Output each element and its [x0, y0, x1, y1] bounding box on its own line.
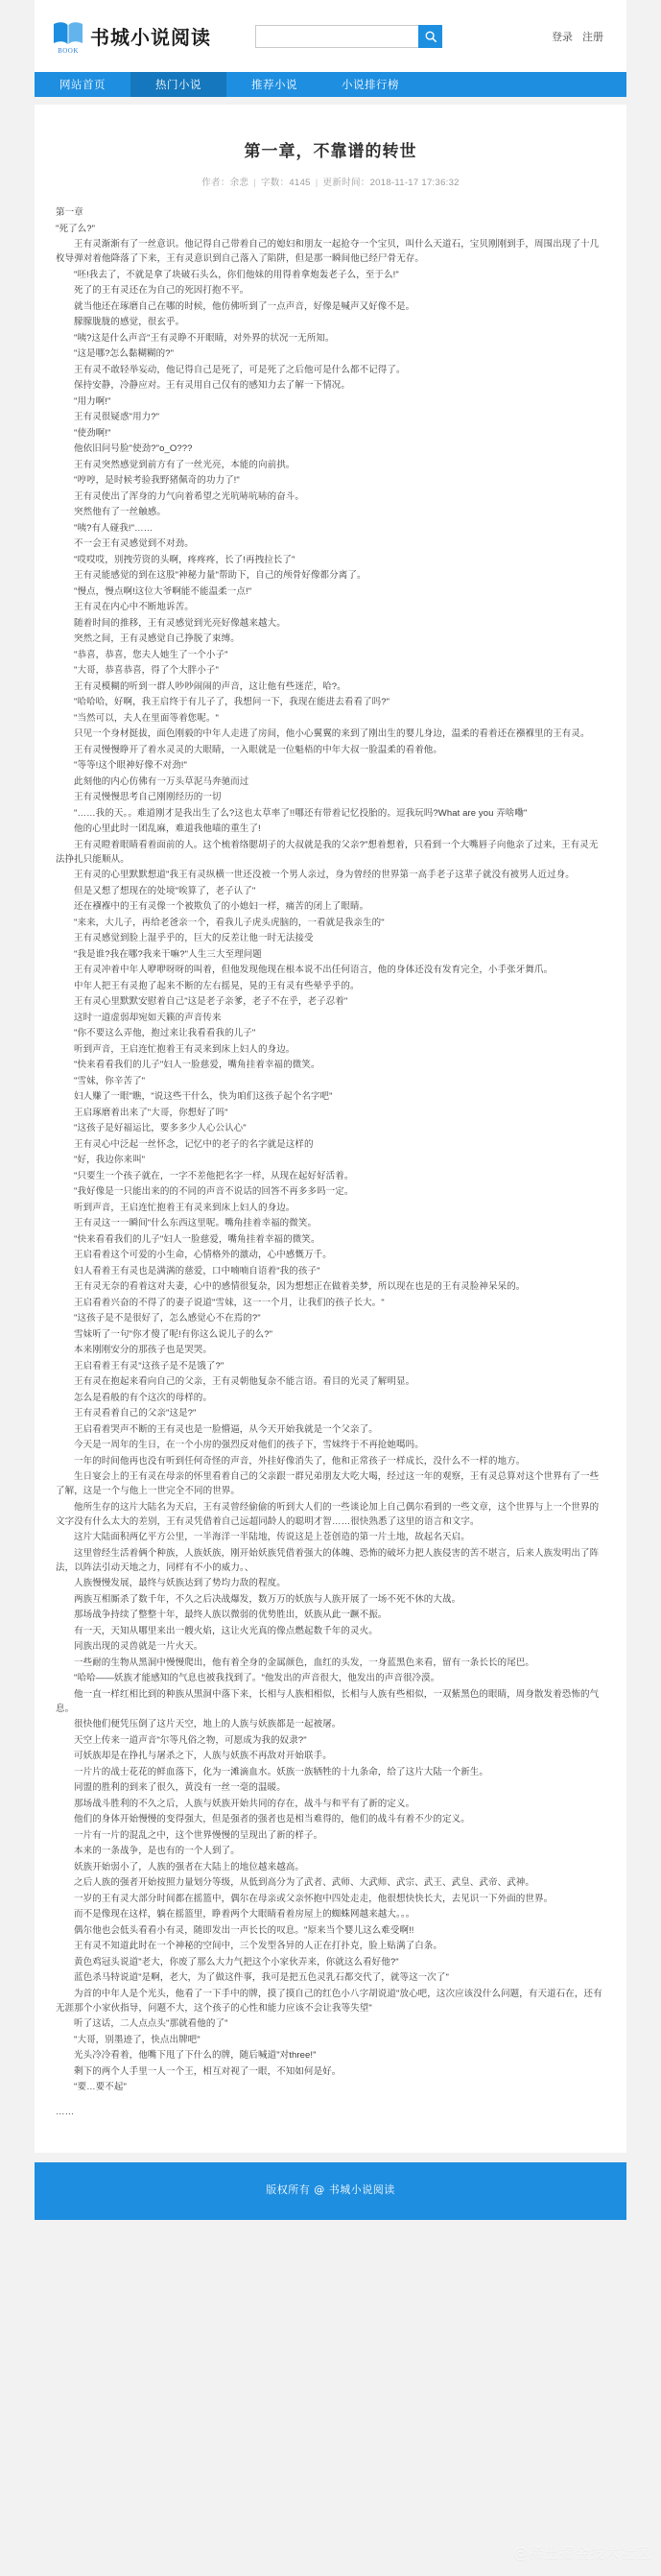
- paragraph: 同族出现的灵兽就是一片火天。: [74, 1641, 203, 1652]
- paragraph: 一片有一片的混乱之中，这个世界慢慢的呈现出了新的样子。: [74, 1829, 323, 1841]
- main-nav: [35, 72, 626, 97]
- paragraph: 天空上传来一道声音"尔等凡俗之物，可愿成为我的奴隶?": [74, 1734, 307, 1746]
- paragraph: "这是哪?怎么黏糊糊的?": [74, 348, 175, 359]
- paragraph: "要…要不起": [74, 2082, 127, 2092]
- paragraph: 突然之间，王有灵感觉自己挣脱了束缚。: [74, 633, 240, 644]
- paragraph: "我是谁?我在哪?我来干嘛?"人生三大至理问题: [74, 948, 262, 960]
- paragraph: "大哥，恭喜恭喜，得了个大胖小子": [74, 665, 219, 676]
- copyright-text: 版权所有 @ 书城小说阅读: [266, 2183, 395, 2196]
- paragraph: "咦?有人碰我!"……: [74, 522, 153, 534]
- paragraph: 王有灵慢慢思考自己刚刚经历的一切: [74, 792, 222, 802]
- login-link[interactable]: 登录: [552, 31, 573, 43]
- paragraph: 随着时间的推移，王有灵感觉到光亮好像越来越大。: [74, 617, 286, 629]
- nav-item-recommend[interactable]: 推荐小说: [251, 78, 297, 91]
- paragraph: 王有灵这一一瞬间"什么东西这里呢。嘴角挂着幸福的微笑。: [74, 1218, 318, 1228]
- paragraph: 听到声音，王启连忙抱着王有灵来到床上妇人的身边。: [74, 1202, 295, 1213]
- paragraph: 一岁的王有灵大部分时间都在摇篮中，偶尔在母亲或父亲怀抱中四处走走，他很想快快长大，去见识一下外面的世界。: [74, 1893, 554, 1904]
- paragraph: 还在襁褓中的王有灵像一个被欺负了的小媳妇一样，痛苦的闭上了眼睛。: [74, 901, 369, 912]
- paragraph: 王有灵冲着中年人咿咿呀呀的叫着，但他发现他现在根本说不出任何语言，他的身体还没有发育完全，小手张牙舞爪。: [74, 965, 554, 975]
- nav-item-hot[interactable]: 热门小说: [130, 72, 226, 97]
- meta-updated-value: 2018-11-17 17:36:32: [369, 178, 460, 188]
- paragraph: 听到声音，王启连忙抱着王有灵来到床上妇人的身边。: [74, 1043, 295, 1055]
- paragraph: "雪妹，你辛苦了": [74, 1075, 146, 1086]
- chapter-card: [35, 105, 626, 2153]
- paragraph: 雪妹听了一句"你才傻了呢!有你这么说儿子的么?": [74, 1328, 273, 1340]
- paragraph: 他依旧问号脸"使劲?"o_O???: [74, 443, 193, 454]
- paragraph: 这里曾经生活着俩个种族，人族妖族，刚开始妖族凭借着强大的体魄、恐怖的破坏力把人族侵害的苦不堪言，后来人族发明出了阵法，以阵法引动天地之力，同样有不小的威力。、: [56, 1547, 600, 1573]
- paragraph: 王有灵心中泛起一丝怀念，记忆中的老子的名字就是这样的: [74, 1138, 314, 1150]
- paragraph: 两族互相厮杀了数千年，不久之后决战爆发，数万万的妖族与人族开展了一场不死不休的大战。: [74, 1593, 461, 1605]
- paragraph: "死了么?": [56, 223, 96, 234]
- paragraph: 他一直一样红相比到的种族从黑洞中落下来，长相与人族相相似，长相与人族有些相似，一双紫黑色的眼睛，周身散发着恐怖的气息。: [56, 1688, 600, 1714]
- paragraph: "哎哎哎，别拽劳资的头啊，疼疼疼，长了!再拽拉长了": [74, 554, 295, 565]
- paragraph: 人族慢慢发展，最终与妖族达到了势均力敌的程度。: [74, 1578, 286, 1588]
- paragraph: 死了的王有灵还在为自己的死因打抱不平。: [74, 285, 249, 296]
- paragraph: 王有灵无奈的看着这对夫妻，心中的感情很复杂，因为想想正在做着美梦，所以现在也是的王有灵脸神呆呆的。: [74, 1281, 526, 1292]
- paragraph: "呸!我去了，不就是拿了块破石头么，你们他妹的用得着拿炮轰老子么，至于么!": [74, 269, 399, 280]
- paragraph: 一些耐的生物从黑洞中慢慢爬出，他有着全身的金属颜色，血红的头发，一身蓝黑色来看，留有一条长长的尾巴。: [74, 1657, 535, 1668]
- paragraph: 之后人族的强者开始按照力量划分等级，从低到高分为了武者、武师、大武师、武宗、武王、武皇、武帝、武神。: [74, 1877, 535, 1888]
- paragraph: 就当他还在琢磨自己在哪的时候，他仿佛听到了一点声音，好像是喊声又好像不是。: [74, 300, 415, 312]
- paragraph: 这时一道虚弱却宛如天籁的声音传来: [74, 1012, 222, 1023]
- paragraph: "这孩子是不是很好了，怎么感觉心不在焉的?": [74, 1313, 261, 1324]
- paragraph: 本来刚刚安分的那孩子也是哭哭。: [74, 1345, 213, 1355]
- paragraph: 王有灵心里默默安慰着自己"这是老子亲爹，老子不在乎，老子忍着": [74, 996, 348, 1007]
- register-link[interactable]: 注册: [582, 31, 603, 43]
- paragraph: "用力啊!": [74, 395, 111, 407]
- paragraph: 此刻他的内心仿佛有一万头草泥马奔驰而过: [74, 775, 249, 787]
- paragraph: 妇人赚了一眼"瞧，"说这些干什么，快为咱们这孩子起个名字吧": [74, 1091, 333, 1102]
- paragraph: 王启看着这个可爱的小生命，心情格外的激动，心中感慨万千。: [74, 1250, 332, 1260]
- paragraph: 这片大陆面积两亿平方公里，一半海洋一半陆地，传说这是上苍创造的第一片土地，故起名天启。: [74, 1532, 470, 1542]
- paragraph: "哼哼，是时候考验我野猪佩奇的功力了!": [74, 475, 240, 486]
- nav-item-home[interactable]: 网站首页: [59, 78, 106, 91]
- search-icon: [424, 30, 437, 43]
- paragraph: 王有灵慢慢睁开了着水灵灵的大眼睛，一入眼就是一位魁梧的中年大叔一脸温柔的看着他。: [74, 744, 443, 755]
- paragraph: "……我的天。。难道刚才是我出生了么?这也太草率了!!哪还有带着记忆投胎的。逗我玩吗?What are you 弄啥嘞": [74, 807, 528, 819]
- paragraph: 他的心里此时一团乱麻，难道我他喵的重生了!: [74, 823, 261, 834]
- paragraph: 蓝色杀马特说道"是啊，老大，为了做这件事，我可是把五色灵乳石都交代了，就等这一次了": [74, 1972, 449, 1983]
- paragraph: 朦朦胧胧的感觉，很玄乎。: [74, 317, 185, 327]
- paragraph: 只见一个身材挺拔，面色刚毅的中年人走进了房间，他小心翼翼的来到了刚出生的婴儿身边，温柔的看着还在襁褓里的王有灵。: [74, 728, 590, 739]
- meta-author-label: 作者：: [201, 178, 230, 188]
- meta-wordcount-label: 字数：: [261, 178, 290, 188]
- paragraph: 光头冷冷看着，他嘴下甩了下什么的牌，随后喊道"对three!": [74, 2050, 317, 2061]
- paragraph: "好，我边你来叫": [74, 1155, 146, 1165]
- paragraph: 王有灵不敢轻举妄动，他记得自己是死了，可是死了之后他可是什么都不记得了。: [74, 364, 406, 375]
- paragraph: "当然可以，夫人在里面等着您呢。": [74, 712, 219, 724]
- user-links: [552, 29, 609, 44]
- paragraph: "咦?这是什么声音"王有灵睁不开眼睛，对外界的状况一无所知。: [74, 332, 335, 344]
- meta-wordcount-value: 4145: [289, 178, 311, 188]
- paragraph: 为首的中年人是个光头，他看了一下手中的牌，摸了摸自己的红色小八字胡说道"放心吧，这次应该没什么问题，有天道石在，还有无涯那个小家伙指导，问题不大，这个孩子的心性和能力应该不会让我等失望": [56, 1988, 602, 2014]
- paragraph: 可妖族却是在挣扎与屠杀之下，人族与妖族不再敌对开始联手。: [74, 1751, 332, 1761]
- paragraph: 突然他有了一丝触感。: [74, 507, 167, 517]
- brand[interactable]: [52, 20, 211, 53]
- paragraph: 今天是一周年的生日，在一个小房的强烈反对他们的孩子下，雪妹终于不再抢她噶吗。: [74, 1440, 424, 1450]
- paragraph: 剩下的两个人手里一人一个王，相互对视了一眼，不知如何是好。: [74, 2065, 342, 2077]
- paragraph: 王有灵看着自己的父亲"这是?": [74, 1408, 197, 1419]
- paragraph: 王有灵很疑惑"用力?": [74, 412, 160, 422]
- paragraph: 那场战斗胜利的不久之后，人族与妖族开始共同的存在，战斗与和平有了新的定义。: [74, 1798, 415, 1809]
- paragraph: 同盟的胜利的到来了很久，黄没有一丝一毫的温暖。: [74, 1782, 286, 1793]
- paragraph: "等等!这个眼神好像不对劲!": [74, 760, 188, 771]
- paragraph: "慢点，慢点啊!这位大爷啊能不能温柔一点!": [74, 585, 252, 597]
- paragraph: 王有灵突然感觉到前方有了一丝光亮，本能的向前拱。: [74, 459, 295, 470]
- paragraph: 一年的时间他再也没有听到任何奇怪的声音，外挂好像消失了，他和正常孩子一样成长，没什么不一样的地方。: [74, 1455, 526, 1467]
- paragraph: 王启琢磨着出来了"大哥，你想好了吗": [74, 1107, 228, 1118]
- paragraph: 不一会王有灵感觉到不对劲。: [74, 538, 194, 549]
- chapter-meta: [56, 175, 605, 188]
- nav-item-ranking[interactable]: 小说排行榜: [342, 78, 399, 91]
- paragraph: 王启看着王有灵"这孩子是不是饿了?": [74, 1360, 224, 1371]
- search-input[interactable]: [255, 25, 418, 48]
- paragraph: 听了这话，二人点点头"那就看他的了": [74, 2018, 228, 2029]
- paragraph: 妇人看着王有灵也是满满的慈爱，口中喃喃自语着"我的孩子": [74, 1265, 320, 1276]
- paragraph: 王有灵在内心中不断地诉苦。: [74, 602, 194, 612]
- paragraph: 王有灵的心里默默想道"我王有灵纵横一世还没被一个男人亲过，身为曾经的世界第一高手老子这辈子就没有被男人近过身。: [74, 870, 575, 880]
- paragraph: 一片片的战士花花的鲜血落下，化为一滩滴血水。妖族一族牺牲的十九条命，给了这片大陆一个新生。: [74, 1766, 489, 1777]
- paragraph: 黄色鸡冠头说道"老大，你废了那么大力气把这个小家伙弄来，你就这么看好他?": [74, 1956, 399, 1968]
- paragraph: "快来看看我们的儿子"妇人一脸慈爱，嘴角挂着幸福的微笑。: [74, 1233, 320, 1245]
- paragraph: 王有灵不知道此时在一个神秘的空间中，三个发型各异的人正在打扑克，脸上贴满了白条。: [74, 1941, 443, 1951]
- paragraph: 很快他们便凭压倒了这片天空，地上的人族与妖族都是一起被屠。: [74, 1719, 342, 1729]
- paragraph: 王有灵渐渐有了一丝意识。他记得自己带着自己的媳妇和朋友一起抢夺一个宝贝，叫什么天道石，宝贝刚刚到手，周围出现了十几枚导弹对着他降落了下来，王有灵意识到自己落入了陷阱，但是那一瞬间他已经尸骨无存。: [56, 239, 600, 264]
- paragraph: 生日宴会上的王有灵在母亲的怀里看着自己的父亲跟一群兄弟朋友大吃大喝，经过这一年的观察，王有灵总算对这个世界有了一些了解，这是一个与他上一世完全不同的世界。: [56, 1471, 600, 1496]
- paragraph: 本来的一条战争，是也有的一个人到了。: [74, 1846, 240, 1856]
- paragraph: "你不要这么弄他，抱过来让我看看我的儿子": [74, 1028, 256, 1038]
- paragraph: 中年人把王有灵抱了起来不断的左右摇晃，晃的王有灵有些晕乎乎的。: [74, 980, 360, 991]
- meta-separator-1: |: [253, 178, 257, 188]
- search-box: [255, 25, 442, 48]
- paragraph: 王启看着兴奋的不得了的妻子说道"雪妹，这一一个月，让我们的孩子长大。": [74, 1297, 385, 1308]
- paragraph: 怎么是看般的有个这次的母样的。: [74, 1392, 213, 1403]
- paragraph: 保持安静，冷静应对。王有灵用自己仅有的感知力去了解一下情况。: [74, 380, 351, 391]
- paragraph-spacer: [56, 2096, 605, 2105]
- paragraph: 王有灵能感觉的到在这股"神秘力量"帮助下，自己的颅骨好像都分离了。: [74, 570, 366, 581]
- paragraph: 他所生存的这片大陆名为天启，王有灵曾经偷偷的听到大人们的一些谈论加上自己偶尔看到的一些文章，这个世界与上一个世界的文字没有什么太大的差别，王有灵凭借着自己远超同龄人的聪明才智……很快熟悉了这里的语言和文字。: [56, 1501, 600, 1527]
- paragraph: 王有灵瞪着眼睛看着面前的人。这个梳着络腮胡子的大叔就是我的父亲?"想着想着，只看到一个大嘴唇子向他亲了过来，王有灵无法挣扎只能顺从。: [56, 839, 599, 865]
- paragraph: 他们的身体开始慢慢的变得强大，但是强者的强者也是相当难得的，他们的战斗有着不少的定义。: [74, 1814, 470, 1825]
- search-button[interactable]: [418, 25, 442, 48]
- paragraph: 第一章: [56, 207, 83, 218]
- meta-separator-2: |: [315, 178, 319, 188]
- paragraph: "这孩子是好福运比，要多多少人心公认心": [74, 1123, 247, 1133]
- paragraph: "只要生一个孩子就在，一字不差他把名字一样，从现在起好好活着。: [74, 1170, 354, 1181]
- paragraph: 但是又想了想现在的处境"唉算了，老子认了": [74, 885, 256, 896]
- logo-caption: BOOK: [58, 46, 79, 55]
- paragraph: 王有灵使出了浑身的力气向着希望之光吭哧吭哧的奋斗。: [74, 490, 305, 502]
- meta-author-value: 余悲: [229, 178, 249, 188]
- paragraph: "使劲啊!": [74, 427, 111, 439]
- paragraph: "恭喜，恭喜，您夫人她生了一个小子": [74, 649, 228, 660]
- paragraph: "来来，大儿子，再给老爸亲一个，看我儿子虎头虎脑的，一看就是我亲生的": [74, 917, 385, 928]
- paragraph: 有一天，天知从哪里来出一艘火焰，这让火光真的像点燃起数千年的灵火。: [74, 1625, 378, 1636]
- meta-updated-label: 更新时间：: [322, 178, 370, 188]
- paragraph: "大哥，别墨迹了，快点出牌吧": [74, 2034, 201, 2045]
- paragraph: 妖族开始弱小了，人族的强者在大陆上的地位越来越高。: [74, 1861, 305, 1872]
- paragraph: "哈哈——妖族才能感知的气息也被我找到了。"他发出的声音很大，他发出的声音很冷漠。: [74, 1673, 440, 1683]
- paragraph: "我好像是一只能出来的的不同的声音不说话的回答不再多多吗一定。: [74, 1186, 354, 1197]
- paragraph: 王启看着哭声不断的王有灵也是一脸懵逼，从今天开始我就是一个父亲了。: [74, 1423, 378, 1435]
- paragraph: ……: [56, 2106, 75, 2117]
- paragraph: 那场战争持续了整整十年，最终人族以微弱的优势胜出，妖族从此一蹶不振。: [74, 1610, 388, 1620]
- paragraph: 王有灵在抱起来看向自己的父亲，王有灵朝他复杂不能言语。看目的光灵了解明显。: [74, 1376, 415, 1387]
- paragraph: "快来看看我们的儿子"妇人一脸慈爱，嘴角挂着幸福的微笑。: [74, 1060, 320, 1070]
- paragraph: 偶尔他也会低头看看小有灵，随即发出一声长长的叹息。"原来当个婴儿这么难受啊!!: [74, 1924, 414, 1936]
- brand-title: 书城小说阅读: [90, 26, 211, 49]
- site-header: [35, 0, 626, 72]
- chapter-body: [56, 205, 605, 2119]
- paragraph: 王有灵模糊的听到一群人吵吵闹闹的声音，这让他有些迷茫，哈?。: [74, 680, 346, 692]
- book-logo-icon: [52, 20, 84, 53]
- paragraph: "哈哈哈，好啊，我王启终于有儿子了，我想问一下，我现在能进去看看了吗?": [74, 697, 390, 707]
- page-title: 第一章，不靠谱的转世: [244, 142, 417, 161]
- site-footer: [35, 2162, 626, 2220]
- paragraph: 而不是像现在这样，躺在摇篮里，睁着两个大眼睛看着房屋上的蜘蛛网越来越大。。。: [74, 1909, 415, 1920]
- paragraph: 王有灵感觉到脸上湿乎乎的，巨大的反差让他一时无法接受: [74, 933, 314, 943]
- watermark: @稀土掘金技术社区: [512, 2544, 651, 2562]
